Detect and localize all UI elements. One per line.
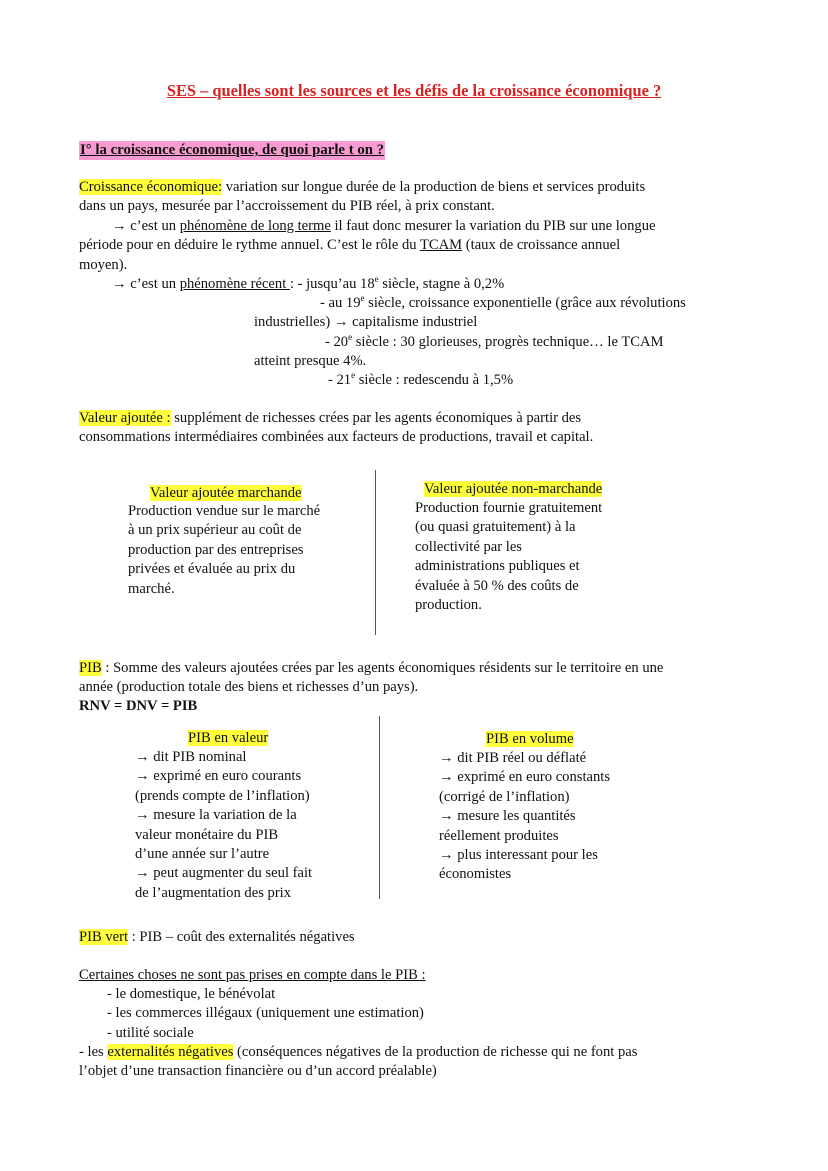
- list-item: - utilité sociale: [107, 1024, 194, 1041]
- recent-line-19b: industrielles) → capitalisme industriel: [254, 314, 478, 330]
- pib-definition-line-1: PIB : Somme des valeurs ajoutées crées par les agents économiques résidents sur le territoire en une: [79, 660, 664, 676]
- recent-line-18: → c’est un phénomène récent : - jusqu’au 18e siècle, stagne à 0,2%: [112, 274, 505, 292]
- externalites-line-2: l’objet d’une transaction financière ou d’un accord préalable): [79, 1063, 437, 1079]
- va-marchande-text: Production vendue sur le marché à un prix supérieur au coût de production par des entreprises privées et évaluée au prix du marché.: [128, 503, 321, 597]
- pib-volume-text: → dit PIB réel ou déflaté → exprimé en euro constants (corrigé de l’inflation) → mesure les quantités réellement produites → plus interessant pour les économistes: [439, 750, 611, 883]
- pib-table-divider: [379, 716, 380, 899]
- pib-valeur-text: → dit PIB nominal → exprimé en euro courants (prends compte de l’inflation) → mesure la variation de la valeur monétaire du PIB d’une année sur l’autre → peut augmenter du seul fait de l’augmentation des prix: [135, 749, 313, 901]
- va-non-marchande-text: Production fournie gratuitement (ou quasi gratuitement) à la collectivité par les administrations publiques et évaluée à 50 % des coûts de production.: [415, 500, 603, 613]
- croissance-definition-line-1: Croissance économique: variation sur longue durée de la production de biens et services produits: [79, 179, 646, 195]
- page-title: SES – quelles sont les sources et les défis de la croissance économique ?: [166, 81, 662, 100]
- exclusions-list: [107, 985, 424, 1043]
- pib-vert-line: PIB vert : PIB – coût des externalités négatives: [79, 929, 355, 945]
- list-item: - le domestique, le bénévolat: [107, 986, 276, 1002]
- long-terme-line-2: période pour en déduire le rythme annuel. C’est le rôle du TCAM (taux de croissance annuel: [79, 237, 621, 253]
- va-term: Valeur ajoutée :: [79, 410, 171, 426]
- pib-formula: RNV = DNV = PIB: [79, 698, 198, 714]
- externalites-term: externalités négatives: [107, 1044, 234, 1060]
- recent-term: phénomène récent: [179, 276, 290, 292]
- croissance-term: Croissance économique:: [79, 179, 223, 195]
- va-marchande-heading: Valeur ajoutée marchande: [150, 485, 302, 501]
- va-definition-line-2: consommations intermédiaires combinées aux facteurs de productions, travail et capital.: [79, 429, 594, 445]
- exclusions-heading: Certaines choses ne sont pas prises en compte dans le PIB :: [79, 967, 426, 983]
- long-terme-term: phénomène de long terme: [179, 218, 331, 234]
- externalites-line-1: - les externalités négatives (conséquences négatives de la production de richesse qui ne font pas: [79, 1044, 638, 1060]
- pib-vert-term: PIB vert: [79, 929, 129, 945]
- recent-line-20: - 20e siècle : 30 glorieuses, progrès technique… le TCAM: [325, 332, 664, 350]
- croissance-definition-line-2: dans un pays, mesurée par l’accroissement du PIB réel, à prix constant.: [79, 198, 495, 214]
- recent-line-20b: atteint presque 4%.: [254, 353, 367, 369]
- recent-line-19: - au 19e siècle, croissance exponentielle (grâce aux révolutions: [320, 293, 686, 311]
- pib-volume-heading: PIB en volume: [486, 731, 574, 747]
- long-terme-line-3: moyen).: [79, 257, 128, 273]
- pib-definition-line-2: année (production totale des biens et richesses d’un pays).: [79, 679, 419, 695]
- tcam-term: TCAM: [419, 237, 463, 253]
- long-terme-line-1: → c’est un phénomène de long terme il faut donc mesurer la variation du PIB sur une longue: [112, 218, 656, 234]
- pib-term: PIB: [79, 660, 102, 676]
- va-definition-line-1: Valeur ajoutée : supplément de richesses crées par les agents économiques à partir des: [79, 410, 582, 426]
- list-item: - les commerces illégaux (uniquement une estimation): [107, 1005, 424, 1022]
- va-table-divider: [375, 470, 376, 635]
- section-heading: I° la croissance économique, de quoi parle t on ?: [79, 141, 385, 160]
- recent-line-21: - 21e siècle : redescendu à 1,5%: [328, 370, 514, 388]
- va-non-marchande-heading: Valeur ajoutée non-marchande: [424, 481, 603, 497]
- pib-valeur-heading: PIB en valeur: [188, 730, 269, 746]
